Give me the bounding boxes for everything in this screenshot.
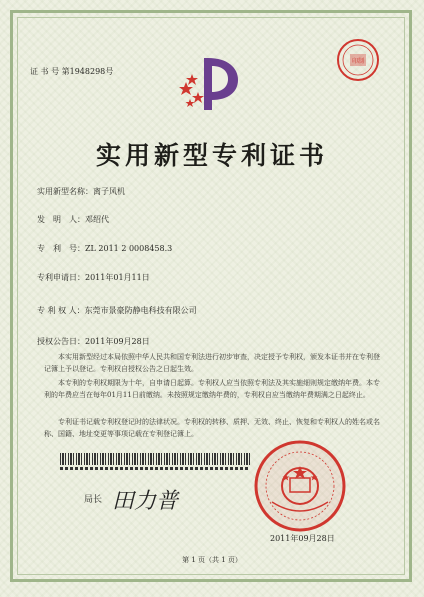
- grant-date-value: 2011年09月28日: [85, 337, 150, 346]
- paragraph-1: 本实用新型经过本局依照中华人民共和国专利法进行初步审查，决定授予专利权，颁发本证书并在专利登记簿上予以登记。专利权自授权公告之日起生效。: [44, 353, 380, 373]
- inventor-label: 发 明 人：: [37, 215, 85, 224]
- patentee-label: 专 利 权 人：: [37, 306, 85, 315]
- patent-office-logo-icon: [178, 52, 246, 114]
- patentee-value: 东莞市景豪防静电科技有限公司: [84, 306, 197, 315]
- inventor-row: [37, 214, 109, 225]
- filing-date-row: [37, 272, 150, 283]
- utility-name-row: [37, 186, 125, 197]
- barcode-icon: [60, 453, 250, 465]
- filing-date-value: 2011年01月11日: [85, 273, 150, 282]
- barcode-dashes: [60, 467, 250, 470]
- grant-date-row: [37, 336, 150, 347]
- director-label: 局长: [84, 495, 103, 505]
- seal-date: 2011年09月28日: [270, 534, 335, 543]
- patent-no-label: 专 利 号：: [37, 244, 85, 253]
- patent-no-value: ZL 2011 2 0008458.3: [85, 244, 173, 253]
- top-red-seal-icon: [336, 38, 380, 82]
- grant-date-label: 授权公告日：: [37, 337, 85, 346]
- utility-name-value: 离子风机: [93, 187, 125, 196]
- paragraph-3: 专利证书记载专利权登记时的法律状况。专利权的转移、质押、无效、终止、恢复和专利权人的姓名或名称、国籍、地址变更等事项记载在专利登记簿上。: [44, 418, 380, 438]
- star-icon: [186, 99, 195, 107]
- star-icon: [192, 92, 204, 103]
- director-signature: 田力普: [112, 489, 179, 514]
- red-seal-icon: [252, 438, 348, 534]
- paragraph-2: 本专利的专利权期限为十年，自申请日起算。专利权人应当依照专利法及其实施细则规定缴纳年费。本专利的年费应当在每年01月11日前缴纳。未按照规定缴纳年费的，专利权自应当缴纳年费期满之日起终止。: [44, 379, 380, 399]
- page-footer: 第 1 页（共 1 页）: [182, 556, 242, 564]
- star-icon: [186, 74, 198, 85]
- filing-date-label: 专利申请日：: [37, 273, 85, 282]
- inventor-value: 邓绍代: [85, 215, 109, 224]
- star-icon: [179, 82, 193, 95]
- certificate-number: 证 书 号 第1948298号: [30, 67, 114, 76]
- utility-name-label: 实用新型名称：: [37, 187, 93, 196]
- certificate-title: 实用新型专利证书: [95, 141, 328, 170]
- patent-no-row: [37, 243, 172, 254]
- top-seal-label: 印制: [351, 58, 365, 65]
- patentee-row: [37, 305, 197, 316]
